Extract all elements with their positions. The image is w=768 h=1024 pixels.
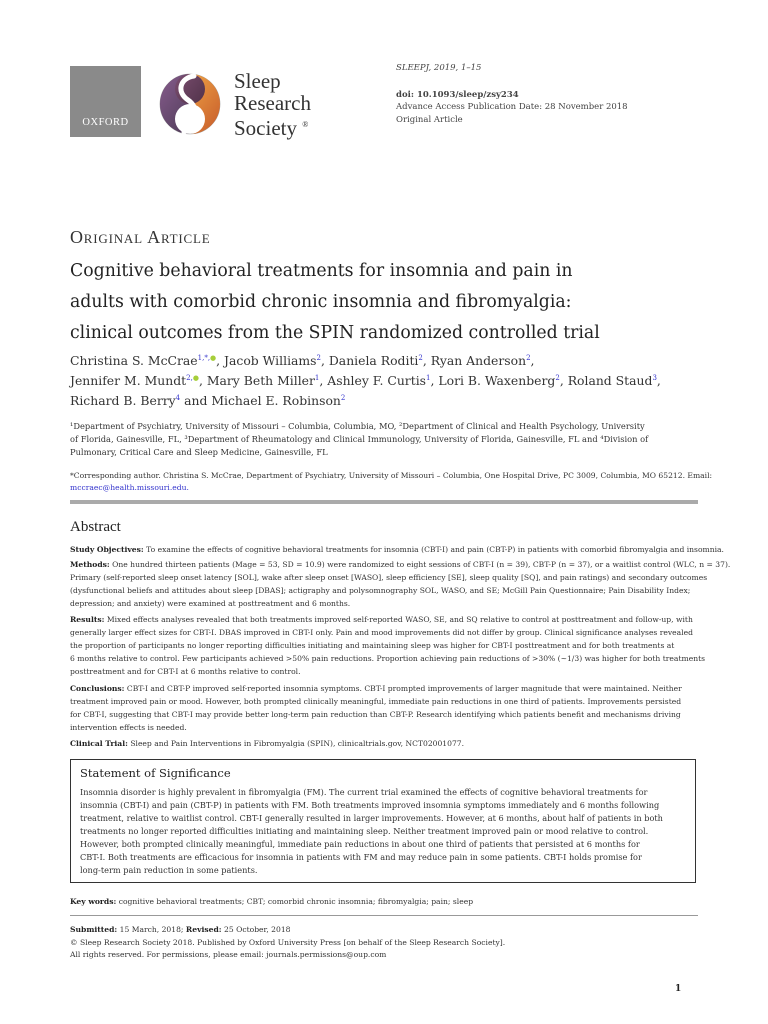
revised-date: 25 October, 2018 <box>224 925 291 934</box>
revised-label: Revised: <box>185 925 222 934</box>
author-name[interactable]: Christina S. McCrae <box>70 353 198 368</box>
abstract-text: the proportion of participants no longer reporting difficulties initiating and maintaining sleep was higher for CBT-I posttreatment and for both treatments at <box>70 641 675 650</box>
correspondence-text: *Corresponding author. Christina S. McCrae, Department of Psychiatry, University of Missouri – Columbia, One Hospital Drive, PC 3009, Columbia, MO 65212. Email: <box>70 471 713 480</box>
abstract-text: Sleep and Pain Interventions in Fibromyalgia (SPIN), clinicaltrials.gov, NCT02001077. <box>130 739 465 748</box>
author-name[interactable]: , Roland Staud <box>559 373 653 388</box>
abstract-text: CBT-I and CBT-P improved self-reported insomnia symptoms. CBT-I prompted improvements of larger magnitude that were maintained. Neither <box>126 684 682 693</box>
doi[interactable]: doi: 10.1093/sleep/zsy234 <box>396 89 519 100</box>
abstract-text: intervention effects is needed. <box>70 723 187 732</box>
keywords-label: Key words: <box>70 897 117 906</box>
abstract-text: depression; and anxiety) were examined at posttreatment and 6 months. <box>70 599 351 608</box>
title-line: Cognitive behavioral treatments for insomnia and pain in <box>70 261 573 281</box>
significance-line: CBT-I. Both treatments are efficacious for insomnia in patients with FM and may reduce pain in some patients. CBT-I holds promise for <box>80 852 642 862</box>
publisher-name: OXFORD <box>82 117 129 128</box>
journal-meta <box>396 62 628 126</box>
affiliation-line: ¹Department of Psychiatry, University of Missouri – Columbia, Columbia, MO, ²Department of Clinical and Health Psychology, University <box>70 421 645 431</box>
significance-line: However, both prompted clinically meaningful, immediate pain reductions in about one third of patients that persisted at 6 months for <box>80 839 640 849</box>
affiliations <box>70 420 700 459</box>
abstract-text: generally larger effect sizes for CBT-I. DBAS improved in CBT-I only. Pain and mood improvements did not differ by group. Clinical significance analyses revealed <box>70 628 693 637</box>
advance-access-date: Advance Access Publication Date: 28 November 2018 <box>396 102 628 112</box>
abstract-text: Mixed effects analyses revealed that both treatments improved self-reported WASO, SE, and SQ relative to control at posttreatment and follow-up, with <box>106 615 693 624</box>
title-line: adults with comorbid chronic insomnia and fibromyalgia: <box>70 292 572 312</box>
keywords-text: cognitive behavioral treatments; CBT; comorbid chronic insomnia; fibromyalgia; pain; sleep <box>118 897 474 906</box>
keywords <box>70 897 473 906</box>
correspondence-email-link[interactable]: mccraec@health.missouri.edu. <box>70 483 189 492</box>
author-name[interactable]: and Michael E. Robinson <box>180 393 341 408</box>
society-name-line1: Sleep <box>234 69 281 93</box>
section-label: Results: <box>70 615 105 624</box>
submitted-label: Submitted: <box>70 925 118 934</box>
journal-citation: SLEEPJ, 2019, 1–15 <box>396 63 482 73</box>
author-name[interactable]: , Jacob Williams <box>216 353 317 368</box>
author-affil-sup[interactable]: 1 <box>314 374 320 382</box>
sleep-research-society-logo-icon <box>158 70 222 138</box>
registered-mark: ® <box>302 120 309 129</box>
keywords-divider <box>70 915 698 916</box>
title-line: clinical outcomes from the SPIN randomized controlled trial <box>70 323 600 343</box>
article-type: Original Article <box>70 227 211 247</box>
author-affil-sup[interactable]: 2 <box>340 394 346 402</box>
page-number: 1 <box>675 984 682 994</box>
orcid-icon[interactable]: ● <box>192 374 199 382</box>
author-name[interactable]: Jennifer M. Mundt <box>70 373 187 388</box>
article-type-small: Original Article <box>396 114 463 125</box>
author-name[interactable]: , Daniela Roditi <box>321 353 419 368</box>
abstract-text: (dysfunctional beliefs and attitudes about sleep [DBAS]; actigraphy and polysomnography SOL, WASO, and SE; McGill Pain Questionnaire; Pain Disability Index; <box>70 586 691 595</box>
author-affil-sup[interactable]: 3 <box>652 374 657 382</box>
section-label: Conclusions: <box>70 684 125 693</box>
submitted-date: 15 March, 2018; <box>119 925 184 934</box>
significance-line: long-term pain reduction in some patients. <box>80 865 258 875</box>
author-affil-sup[interactable]: 2 <box>526 354 531 362</box>
section-label: Clinical Trial: <box>70 739 128 748</box>
correspondence <box>70 470 713 494</box>
author-separator: , <box>530 353 535 368</box>
significance-line: Insomnia disorder is highly prevalent in fibromyalgia (FM). The current trial examined the effects of cognitive behavioral treatments for <box>80 787 648 797</box>
abstract-text: treatment improved pain or mood. However, both prompted clinically meaningful, immediate pain reductions in one third of patients. Improvements persisted <box>70 697 682 706</box>
affiliation-line: Pulmonary, Critical Care and Sleep Medicine, Gainesville, FL <box>70 447 328 457</box>
author-name[interactable]: Richard B. Berry <box>70 393 176 408</box>
author-list <box>70 351 710 411</box>
author-separator: , <box>656 373 661 388</box>
significance-line: insomnia (CBT-I) and pain (CBT-P) in patients with FM. Both treatments improved insomnia symptoms immediately and 6 months following <box>80 800 660 810</box>
author-affil-sup[interactable]: 4 <box>175 394 181 402</box>
significance-text <box>80 786 690 877</box>
abstract-results <box>70 613 706 678</box>
abstract-methods <box>70 558 731 610</box>
abstract-text: 6 months relative to control. Few participants achieved >50% pain reductions. Proportion achieving pain reductions of >30% (~1/3) was higher for both treatments <box>70 654 706 663</box>
abstract-text: for CBT-I, suggesting that CBT-I may provide better long-term pain reduction than CBT-P. Research identifying which patients benefit and mechanisms driving <box>70 710 681 719</box>
abstract-conclusions <box>70 682 700 734</box>
author-name[interactable]: , Ryan Anderson <box>422 353 527 368</box>
society-name-line3: Society <box>234 116 297 140</box>
article-title <box>70 256 710 349</box>
section-label: Methods: <box>70 560 110 569</box>
abstract-text: One hundred thirteen patients (Mage = 53, SD = 10.9) were randomized to eight sessions of CBT-I (n = 39), CBT-P (n = 37), or a waitlist control (WLC, n = 37). <box>112 560 731 569</box>
copyright-text: © Sleep Research Society 2018. Published by Oxford University Press [on behalf of the Sleep Research Society]. <box>70 937 506 947</box>
publication-footer <box>70 924 505 962</box>
author-affil-sup[interactable]: 2 <box>316 354 321 362</box>
affiliation-line: of Florida, Gainesville, FL, ³Department of Rheumatology and Clinical Immunology, University of Florida, Gainesville, FL and ⁴Division of <box>70 434 649 444</box>
header-divider <box>70 500 698 504</box>
author-affil-sup[interactable]: 2 <box>418 354 423 362</box>
section-label: Study Objectives: <box>70 545 144 554</box>
abstract-heading: Abstract <box>70 519 121 535</box>
abstract-objectives <box>70 543 724 556</box>
author-name[interactable]: , Mary Beth Miller <box>198 373 315 388</box>
oxford-logo <box>70 66 141 137</box>
rights-text: All rights reserved. For permissions, please email: journals.permissions@oup.com <box>70 950 387 959</box>
author-affil-sup[interactable]: 2 <box>555 374 560 382</box>
abstract-text: posttreatment and for CBT-I at 6 months relative to control. <box>70 667 301 676</box>
society-name-line2: Research <box>234 91 311 115</box>
society-name <box>234 70 311 139</box>
author-affil-sup[interactable]: 2, <box>186 374 193 382</box>
author-affil-sup[interactable]: 1 <box>426 374 431 382</box>
significance-heading: Statement of Significance <box>80 766 231 780</box>
significance-line: treatments no longer reported difficulties initiating and maintaining sleep. Neither treatment improved pain or mood relative to control. <box>80 826 649 836</box>
significance-line: treatment, relative to waitlist control. CBT-I generally resulted in larger improvements. However, at 6 months, about half of patients in both <box>80 813 663 823</box>
author-affil-sup[interactable]: 1,*, <box>197 354 211 362</box>
abstract-text: To examine the effects of cognitive behavioral treatments for insomnia (CBT-I) and pain (CBT-P) in patients with comorbid fibromyalgia and insomnia. <box>146 545 724 554</box>
author-name[interactable]: , Ashley F. Curtis <box>319 373 427 388</box>
author-name[interactable]: , Lori B. Waxenberg <box>430 373 556 388</box>
orcid-icon[interactable]: ● <box>210 354 217 362</box>
abstract-clinical-trial <box>70 737 700 750</box>
abstract-text: Primary (self-reported sleep onset latency [SOL], wake after sleep onset [WASO], sleep efficiency [SE], sleep quality [SQ], and pain ratings) and secondary outcomes <box>70 573 708 582</box>
